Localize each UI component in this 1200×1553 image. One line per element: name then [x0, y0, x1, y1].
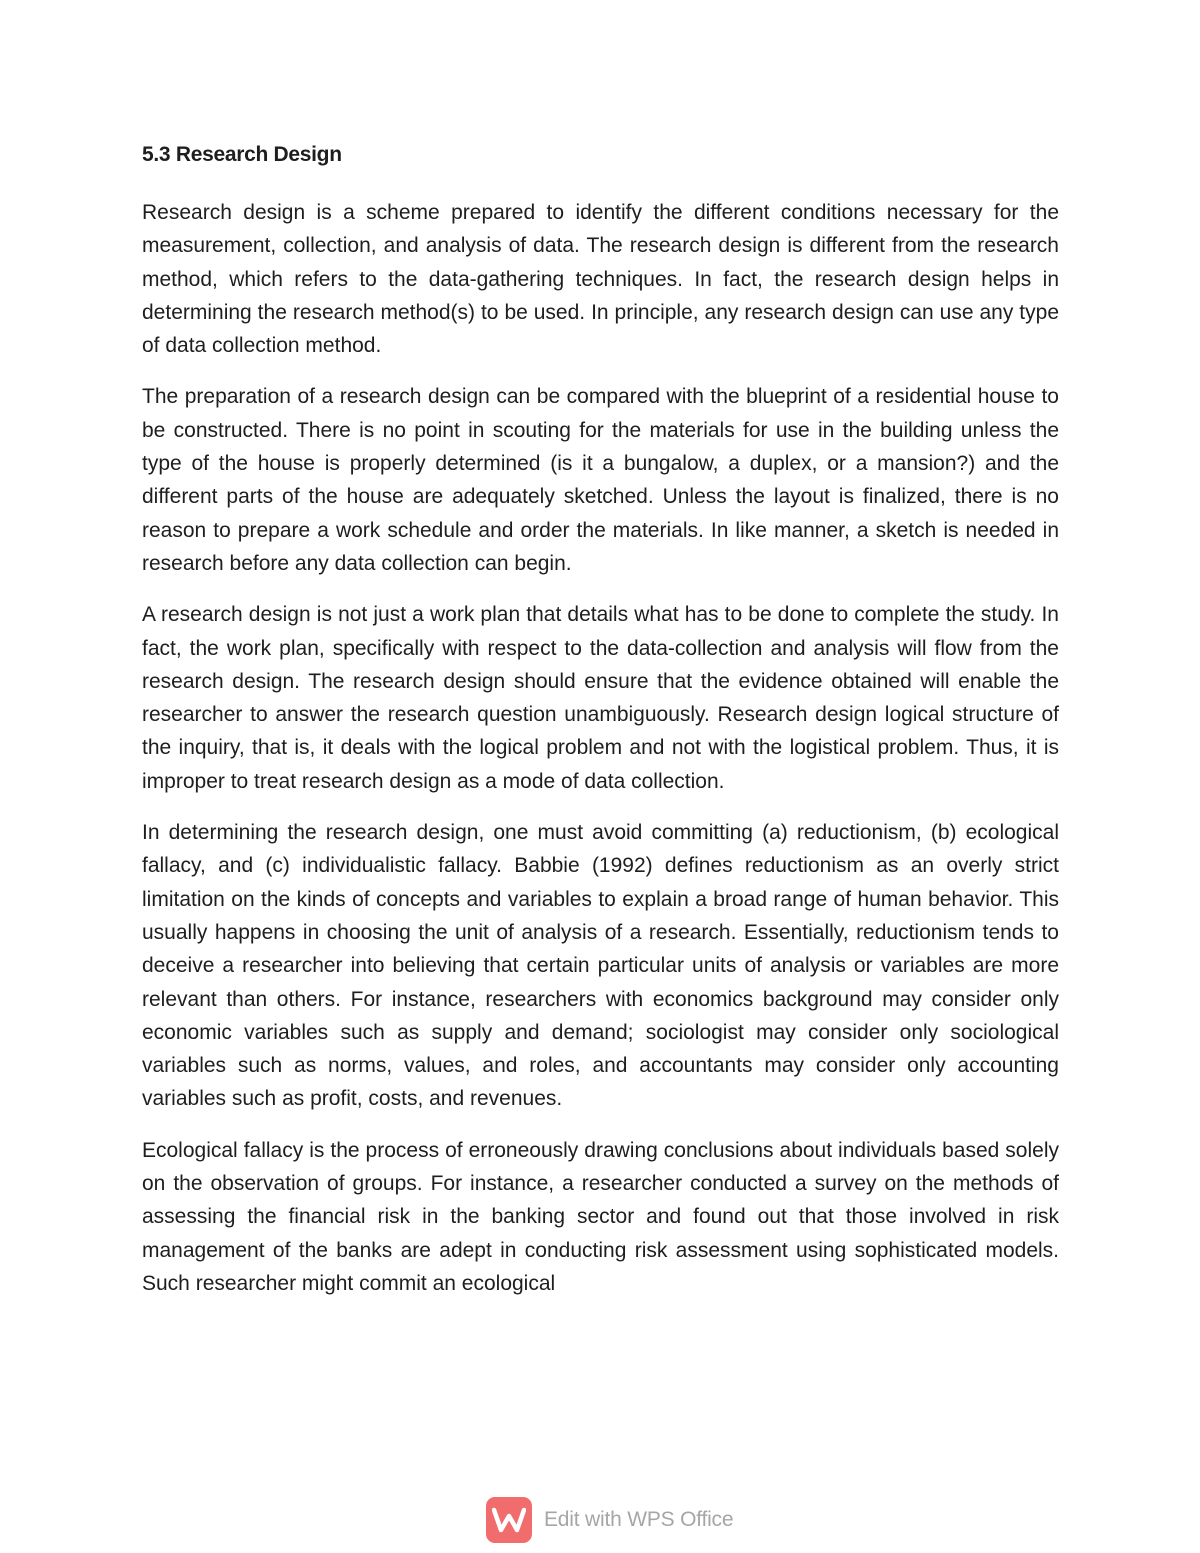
paragraph: The preparation of a research design can be compared with the blueprint of a residential house to be constructed. There is no point in scouting for the materials for use in the building unless the type of the house is properly determined (is it a bungalow, a duplex, or a mansion?) and the different parts of the house are adequately sketched. Unless the layout is finalized, there is no reason to prepare a work schedule and order the materials. In like manner, a sketch is needed in research before any data collection can begin.: [142, 385, 1059, 575]
paragraph: Research design is a scheme prepared to identify the different conditions necessary for the measurement, collection, and analysis of data. The research design is different from the research method, which refers to the data-gathering techniques. In fact, the research design helps in determining the research method(s) to be used. In principle, any research design can use any type of data collection method.: [142, 201, 1059, 358]
wps-logo-icon: [486, 1497, 532, 1543]
wps-edit-label: Edit with WPS Office: [544, 1508, 734, 1531]
paragraph: A research design is not just a work plan that details what has to be done to complete the study. In fact, the work plan, specifically with respect to the data-collection and analysis will flow from the research design. The research design should ensure that the evidence obtained will enable the researcher to answer the research question unambiguously. Research design logical structure of the inquiry, that is, it deals with the logical problem and not with the logistical problem. Thus, it is improper to treat research design as a mode of data collection.: [142, 603, 1059, 793]
section-content: [142, 140, 1059, 1318]
wps-edit-badge[interactable]: [486, 1497, 733, 1543]
paragraph: In determining the research design, one must avoid committing (a) reductionism, (b) ecological fallacy, and (c) individualistic fallacy. Babbie (1992) defines reductionism as an overly strict limitation on the kinds of concepts and variables to explain a broad range of human behavior. This usually happens in choosing the unit of analysis of a research. Essentially, reductionism tends to deceive a researcher into believing that certain particular units of analysis or variables are more relevant than others. For instance, researchers with economics background may consider only economic variables such as supply and demand; sociologist may consider only sociological variables such as norms, values, and roles, and accountants may consider only accounting variables such as profit, costs, and revenues.: [142, 821, 1059, 1111]
paragraph: Ecological fallacy is the process of erroneously drawing conclusions about individuals based solely on the observation of groups. For instance, a researcher conducted a survey on the methods of assessing the financial risk in the banking sector and found out that those involved in risk management of the banks are adept in conducting risk assessment using sophisticated models. Such researcher might commit an ecological: [142, 1138, 1059, 1295]
section-heading: 5.3 Research Design: [142, 143, 342, 166]
